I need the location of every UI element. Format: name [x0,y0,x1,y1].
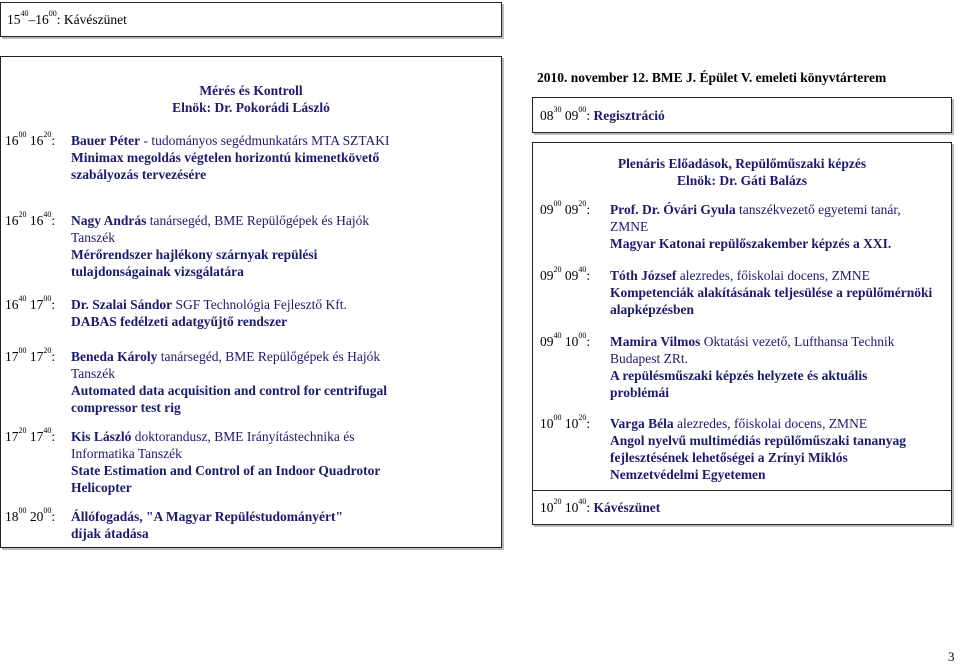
speaker-affiliation: tanszékvezető egyetemi tanár, ZMNE [610,202,901,234]
talk-time: $16^{20}$ $16^{40}$: [5,210,56,228]
page-number: 3 [948,649,955,664]
reception-label: Állófogadás, "A Magyar Repüléstudományért" díjak átadása [71,509,343,541]
speaker-name: Kis László [71,429,132,444]
session-measurement-control [0,56,502,548]
talk-title: Mérőrendszer hajlékony szárnyak repülési tulajdonságainak vizsgálatára [71,247,318,279]
coffee-break-label: Kávészünet [593,500,661,515]
speaker-name: Tóth József [610,268,677,283]
speaker-name: Bauer Péter [71,133,141,148]
registration-box [532,97,952,133]
speaker-name: Prof. Dr. Óvári Gyula [610,202,736,217]
talk-time: $10^{00}$ $10^{20}$: [540,413,591,431]
talk-time: $09^{40}$ $10^{00}$: [540,331,591,349]
talk-time: $09^{00}$ $09^{20}$: [540,199,591,217]
talk-time: $18^{00}$ $20^{00}$: [5,506,56,524]
speaker-affiliation: - tudományos segédmunkatárs MTA SZTAKI [143,133,390,148]
coffee-break-box [0,2,502,37]
speaker-name: Varga Béla [610,416,674,431]
speaker-affiliation: alezredes, főiskolai docens, ZMNE [679,268,870,283]
session-plenary [532,142,952,508]
speaker-affiliation: tanársegéd, BME Repülőgépek és Hajók Tanszék [71,349,381,381]
talk-title: Minimax megoldás végtelen horizontú kimenetkövető szabályozás tervezésére [71,150,380,182]
coffee-break-line: $10^{20}$ $10^{40}$: Kávészünet [540,497,661,515]
session-title: Mérés és Kontroll [199,83,303,98]
talk-title: Kompetenciák alakításának teljesülése a repülőmérnöki alapképzésben [610,285,933,317]
registration-label: Regisztráció [593,108,665,123]
talk-time: $16^{00}$ $16^{20}$: [5,130,56,148]
speaker-affiliation: Oktatási vezető, Lufthansa Technik Budapest ZRt. [610,334,895,366]
speaker-name: Beneda Károly [71,349,158,364]
speaker-affiliation: alezredes, főiskolai docens, ZMNE [677,416,868,431]
session-chair: Elnök: Dr. Pokorádi László [172,100,330,115]
talk-title: Automated data acquisition and control for centrifugal compressor test rig [71,383,388,415]
speaker-name: Dr. Szalai Sándor [71,297,173,312]
coffee-break-line: $15^{40}-16^{00}$: Kávészünet [7,9,127,27]
talk-title: A repülésműszaki képzés helyzete és aktuális problémái [610,368,868,400]
speaker-affiliation: tanársegéd, BME Repülőgépek és Hajók Tanszék [71,213,370,245]
talk-title: Angol nyelvű multimédiás repülőműszaki tananyag fejlesztésének lehetőségei a Zrínyi Miklós Nemzetvédelmi Egyetemen [610,433,907,482]
talk-title: DABAS fedélzeti adatgyűjtő rendszer [71,314,288,329]
speaker-affiliation: SGF Technológia Fejlesztő Kft. [175,297,347,312]
session-chair: Elnök: Dr. Gáti Balázs [676,173,808,188]
speaker-affiliation: doktorandusz, BME Irányítástechnika és Informatika Tanszék [71,429,355,461]
talk-title: Magyar Katonai repülőszakember képzés a XXI. [610,236,892,251]
talk-title: State Estimation and Control of an Indoor Quadrotor Helicopter [71,463,381,495]
talk-time: $17^{00}$ $17^{20}$: [5,346,56,364]
day-header: 2010. november 12. BME J. Épület V. emeleti könyvtárterem [537,70,887,85]
coffee-break-label: Kávészünet [63,12,127,27]
speaker-name: Mamira Vilmos [610,334,701,349]
talk-time: $16^{40}$ $17^{00}$: [5,294,56,312]
coffee-break-box-right [532,490,952,525]
talk-time: $09^{20}$ $09^{40}$: [540,265,591,283]
speaker-name: Nagy András [71,213,147,228]
talk-time: $17^{20}$ $17^{40}$: [5,426,56,444]
session-title: Plenáris Előadások, Repülőműszaki képzés [617,156,867,171]
registration-line: $08^{30}$ $09^{00}$: Regisztráció [540,105,665,123]
